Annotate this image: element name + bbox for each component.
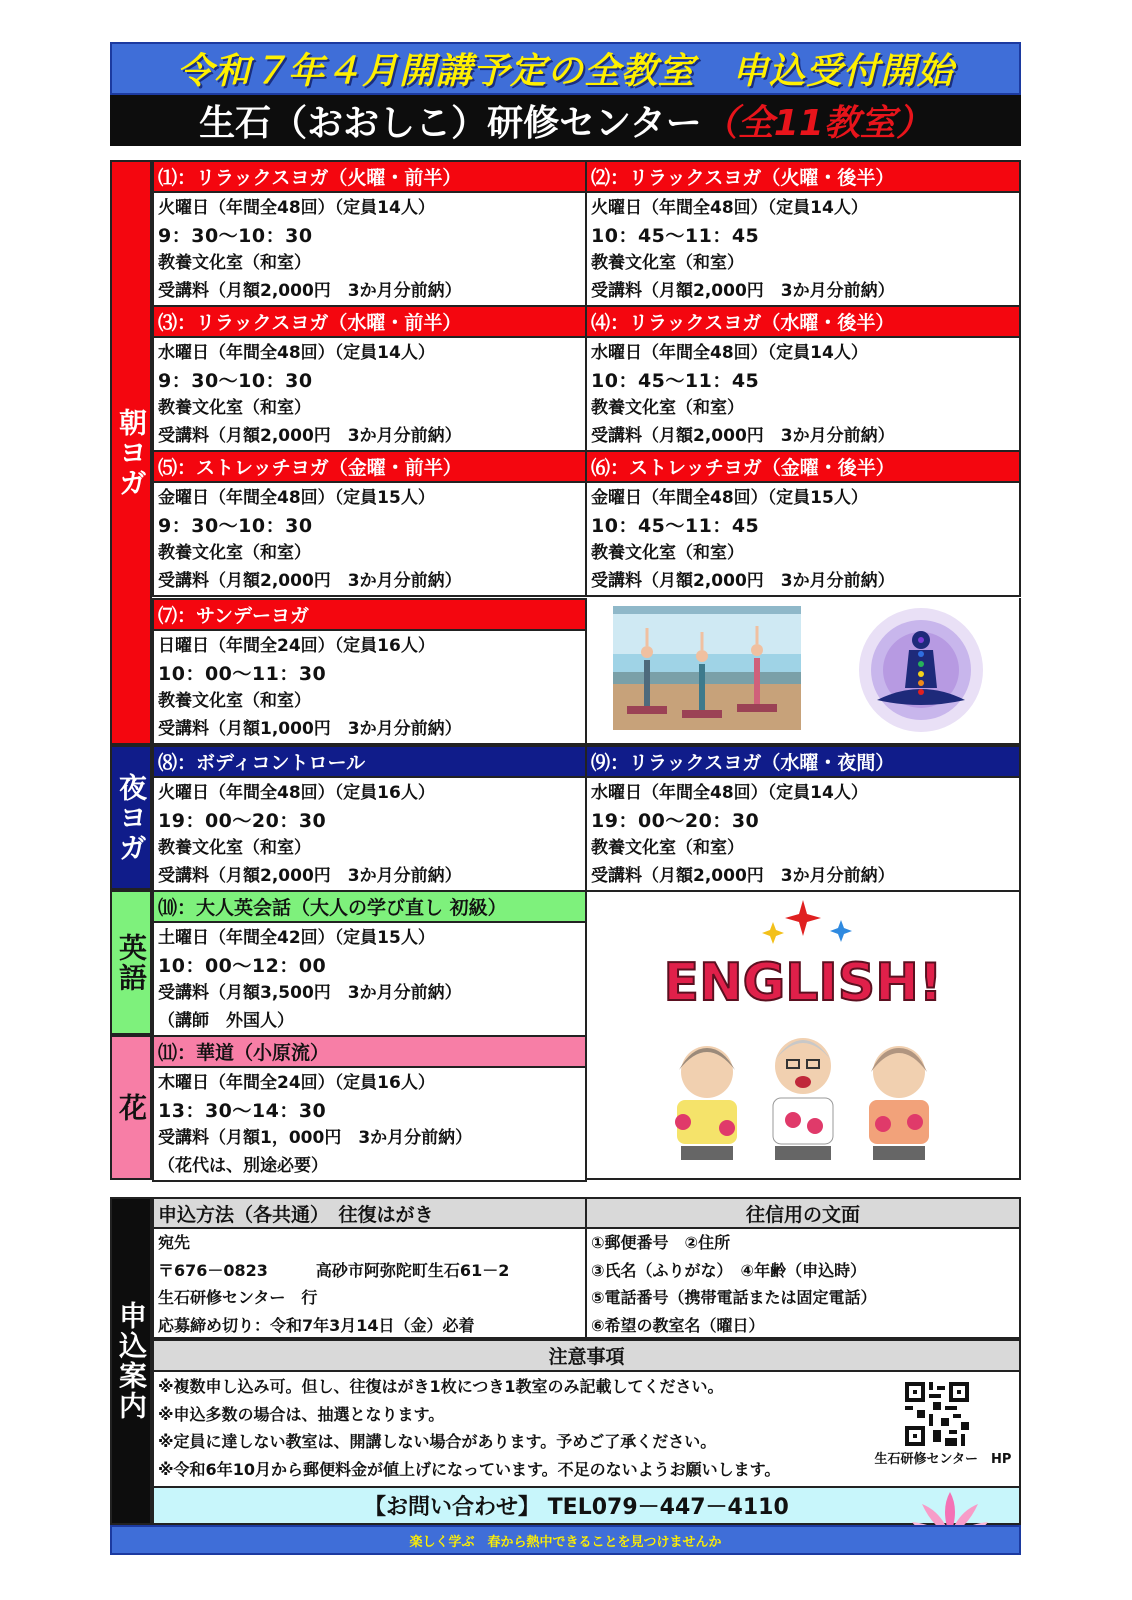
class-detail-line: 教養文化室（和室） bbox=[158, 253, 311, 274]
class-detail-line: 日曜日（年間全24回）（定員16人） bbox=[158, 636, 435, 656]
category-evening-label: 夜ヨガ bbox=[115, 772, 148, 863]
class-detail-line: 火曜日（年間全48回）（定員14人） bbox=[158, 198, 435, 218]
class-detail-line: 受講料（月額1,000円 3か月分前納） bbox=[158, 718, 462, 739]
class-detail-line: 9：30～10：30 bbox=[158, 369, 313, 392]
class-title-7: ⑺：サンデーヨガ bbox=[152, 598, 587, 631]
class-title-5: ⑸：ストレッチヨガ（金曜・前半） bbox=[152, 450, 587, 483]
note-line: ※定員に達しない教室は、開講しない場合があります。予めご了承ください。 bbox=[158, 1432, 717, 1451]
class-detail-line: 教養文化室（和室） bbox=[158, 691, 311, 712]
notes-header bbox=[152, 1339, 1021, 1372]
class-detail-line: 10：00～12：00 bbox=[158, 954, 327, 977]
category-flower bbox=[110, 1035, 152, 1180]
class-detail-line: 受講料（月額3,500円 3か月分前納） bbox=[158, 983, 462, 1004]
class-title-10: ⑽：大人英会話（大人の学び直し 初級） bbox=[152, 890, 587, 923]
class-detail-line: 教養文化室（和室） bbox=[591, 543, 744, 564]
apply-method-header bbox=[152, 1197, 587, 1229]
class-title-11: ⑾：華道（小原流） bbox=[152, 1035, 587, 1068]
class-title-9: ⑼：リラックスヨガ（水曜・夜間） bbox=[585, 745, 1021, 778]
class-details-6 bbox=[585, 483, 1021, 597]
class-detail-line: 金曜日（年間全48回）（定員15人） bbox=[591, 488, 868, 508]
class-details-10 bbox=[152, 923, 587, 1037]
reply-line: ③氏名（ふりがな） ④年齢（申込時） bbox=[591, 1260, 867, 1280]
english-illustration-box bbox=[585, 890, 1021, 1180]
class-detail-line: 教養文化室（和室） bbox=[158, 398, 311, 419]
apply-method-label: 申込方法（各共通） 往復はがき bbox=[158, 1203, 434, 1226]
address-line: 宛先 bbox=[158, 1233, 191, 1252]
title-line1: 令和７年４月開講予定の全教室 申込受付開始 bbox=[176, 51, 954, 92]
notes-block bbox=[152, 1370, 1021, 1488]
title-banner bbox=[110, 42, 1021, 95]
center-name: 生石（おおしこ）研修センター bbox=[199, 103, 702, 144]
class-detail-line: 10：00～11：30 bbox=[158, 662, 327, 685]
center-name-banner bbox=[110, 95, 1021, 146]
class-detail-line: 土曜日（年間全42回）（定員15人） bbox=[158, 928, 435, 948]
contact-bar bbox=[152, 1486, 1021, 1525]
notes-header-label: 注意事項 bbox=[548, 1346, 625, 1368]
english-seniors-illustration bbox=[587, 892, 1019, 1178]
contact-phone: 【お問い合わせ】 TEL079－447－4110 bbox=[364, 1495, 789, 1520]
class-detail-line: （講師 外国人） bbox=[158, 1010, 294, 1031]
reply-text-header bbox=[585, 1197, 1021, 1229]
class-title-1: ⑴：リラックスヨガ（火曜・前半） bbox=[152, 160, 587, 193]
note-line: ※令和6年10月から郵便料金が値上げになっています。不足のないようお願いします。 bbox=[158, 1459, 781, 1479]
class-detail-line: 教養文化室（和室） bbox=[158, 838, 311, 859]
class-detail-line: 受講料（月額2,000円 3か月分前納） bbox=[158, 280, 462, 301]
class-detail-line: 受講料（月額2,000円 3か月分前納） bbox=[591, 865, 895, 886]
class-detail-line: 火曜日（年間全48回）（定員16人） bbox=[158, 783, 435, 803]
class-detail-line: 受講料（月額2,000円 3か月分前納） bbox=[591, 570, 895, 591]
class-detail-line: 教養文化室（和室） bbox=[591, 838, 744, 859]
class-detail-line: 受講料（月額2,000円 3か月分前納） bbox=[591, 280, 895, 301]
class-details-11 bbox=[152, 1068, 587, 1182]
class-detail-line: 木曜日（年間全24回）（定員16人） bbox=[158, 1073, 435, 1093]
address-line: 生石研修センター 行 bbox=[158, 1288, 318, 1307]
category-english-label: 英語 bbox=[115, 932, 148, 993]
class-title-8: ⑻：ボディコントロール bbox=[152, 745, 587, 778]
class-detail-line: 受講料（月額2,000円 3か月分前納） bbox=[158, 425, 462, 446]
class-details-3 bbox=[152, 338, 587, 452]
category-morning-label: 朝ヨガ bbox=[115, 407, 148, 498]
class-details-2 bbox=[585, 193, 1021, 307]
class-title-3: ⑶：リラックスヨガ（水曜・前半） bbox=[152, 305, 587, 338]
class-detail-line: 10：45～11：45 bbox=[591, 514, 760, 537]
english-word-art: ENGLISH! bbox=[663, 953, 943, 1013]
category-english bbox=[110, 890, 152, 1035]
class-detail-line: 13：30～14：30 bbox=[158, 1099, 327, 1122]
hp-label: 生石研修センター HP bbox=[874, 1452, 1012, 1467]
class-detail-line: 火曜日（年間全48回）（定員14人） bbox=[591, 198, 868, 218]
class-detail-line: 水曜日（年間全48回）（定員14人） bbox=[591, 343, 868, 363]
address-block bbox=[152, 1227, 587, 1339]
class-details-7 bbox=[152, 631, 587, 745]
class-detail-line: 9：30～10：30 bbox=[158, 224, 313, 247]
class-details-8 bbox=[152, 778, 587, 892]
class-detail-line: 受講料（月額1，000円 3か月分前納） bbox=[158, 1128, 473, 1149]
yoga-illustration-box bbox=[585, 598, 1021, 745]
reply-line: ⑥希望の教室名（曜日） bbox=[591, 1315, 765, 1335]
class-title-4: ⑷：リラックスヨガ（水曜・後半） bbox=[585, 305, 1021, 338]
class-detail-line: （花代は、別途必要） bbox=[158, 1155, 328, 1176]
category-apply bbox=[110, 1197, 152, 1525]
address-line: 応募締め切り：令和7年3月14日（金）必着 bbox=[158, 1315, 475, 1335]
class-detail-line: 9：30～10：30 bbox=[158, 514, 313, 537]
note-line: ※複数申し込み可。但し、往復はがき1枚につき1教室のみ記載してください。 bbox=[158, 1377, 724, 1396]
class-count: （全11教室） bbox=[701, 103, 932, 144]
class-details-4 bbox=[585, 338, 1021, 452]
class-detail-line: 受講料（月額2,000円 3か月分前納） bbox=[591, 425, 895, 446]
footer-banner bbox=[110, 1525, 1021, 1555]
class-detail-line: 教養文化室（和室） bbox=[158, 543, 311, 564]
footer-text: 楽しく学ぶ 春から熱中できることを見つけませんか bbox=[409, 1534, 722, 1550]
class-detail-line: 受講料（月額2,000円 3か月分前納） bbox=[158, 570, 462, 591]
class-title-2: ⑵：リラックスヨガ（火曜・後半） bbox=[585, 160, 1021, 193]
yoga-group-illustration bbox=[587, 598, 1019, 741]
class-detail-line: 10：45～11：45 bbox=[591, 369, 760, 392]
class-detail-line: 19：00～20：30 bbox=[158, 809, 327, 832]
class-title-6: ⑹：ストレッチヨガ（金曜・後半） bbox=[585, 450, 1021, 483]
reply-text-label: 往信用の文面 bbox=[745, 1203, 860, 1226]
note-line: ※申込多数の場合は、抽選となります。 bbox=[158, 1404, 445, 1424]
category-apply-label: 申込案内 bbox=[115, 1301, 148, 1421]
address-line: 〒676－0823 高砂市阿弥陀町生石61－2 bbox=[158, 1260, 510, 1280]
class-detail-line: 19：00～20：30 bbox=[591, 809, 760, 832]
class-detail-line: 受講料（月額2,000円 3か月分前納） bbox=[158, 865, 462, 886]
class-details-1 bbox=[152, 193, 587, 307]
class-detail-line: 水曜日（年間全48回）（定員14人） bbox=[158, 343, 435, 363]
class-details-5 bbox=[152, 483, 587, 597]
class-detail-line: 水曜日（年間全48回）（定員14人） bbox=[591, 783, 868, 803]
qr-code[interactable] bbox=[905, 1382, 969, 1446]
class-detail-line: 教養文化室（和室） bbox=[591, 253, 744, 274]
class-details-9 bbox=[585, 778, 1021, 892]
reply-line: ①郵便番号 ②住所 bbox=[591, 1233, 731, 1252]
class-detail-line: 教養文化室（和室） bbox=[591, 398, 744, 419]
category-evening-yoga bbox=[110, 745, 152, 890]
category-flower-label: 花 bbox=[115, 1092, 148, 1123]
class-detail-line: 金曜日（年間全48回）（定員15人） bbox=[158, 488, 435, 508]
reply-block bbox=[585, 1227, 1021, 1339]
class-detail-line: 10：45～11：45 bbox=[591, 224, 760, 247]
category-morning-yoga bbox=[110, 160, 152, 745]
reply-line: ⑤電話番号（携帯電話または固定電話） bbox=[591, 1288, 877, 1307]
